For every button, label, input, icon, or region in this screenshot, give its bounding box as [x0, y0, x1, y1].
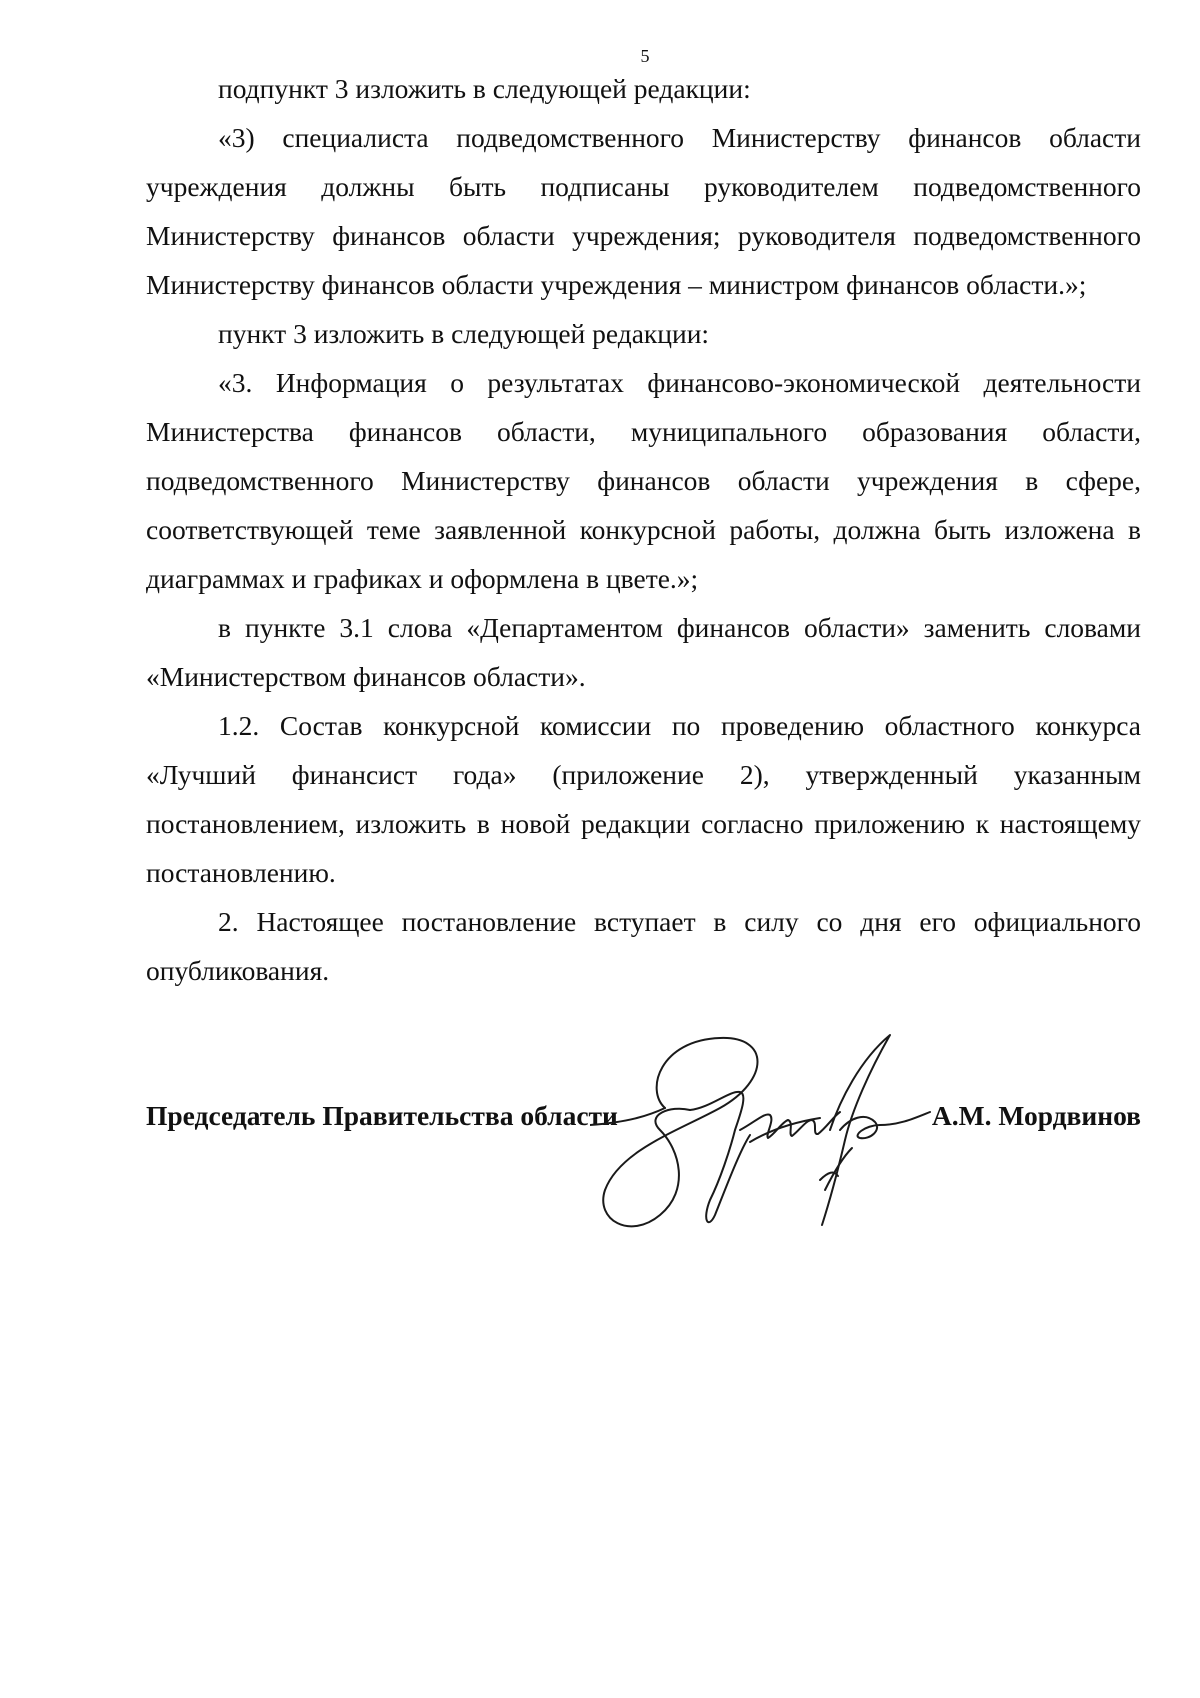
paragraph-point-3-intro: пункт 3 изложить в следующей редакции: [218, 318, 710, 349]
signer-name: А.М. Мордвинов [931, 1100, 1141, 1131]
paragraph-point-3-1: в пункте 3.1 слова «Департаментом финансов области» заменить словами «Министерством финансов области». [146, 612, 1141, 692]
paragraph-subpoint-3-text: «3) специалиста подведомственного Министерству финансов области учреждения должны быть подписаны руководителем подведомственного Министерству финансов области учреждения; руководителя подведомственного Министерству финансов области учреждения – министром финансов области.»; [146, 122, 1141, 300]
document-body [146, 64, 1141, 995]
paragraph-subpoint-3-intro: подпункт 3 изложить в следующей редакции: [218, 73, 751, 104]
paragraph-2-effective-date: 2. Настоящее постановление вступает в силу со дня его официального опубликования. [146, 906, 1141, 986]
handwritten-signature [590, 1030, 950, 1250]
signer-position-title: Председатель Правительства области [146, 1100, 618, 1131]
page-number: 5 [640, 46, 650, 66]
paragraph-point-3-text: «3. Информация о результатах финансово-экономической деятельности Министерства финансов области, муниципального образования области, подведомственного Министерству финансов области учреждения в сфере, соответствующей теме заявленной конкурсной работы, должна быть изложена в диаграммах и графиках и оформлена в цвете.»; [146, 367, 1141, 594]
paragraph-1-2-commission: 1.2. Состав конкурсной комиссии по проведению областного конкурса «Лучший финансист года» (приложение 2), утвержденный указанным постановлением, изложить в новой редакции согласно приложению к настоящему постановлению. [146, 710, 1141, 888]
